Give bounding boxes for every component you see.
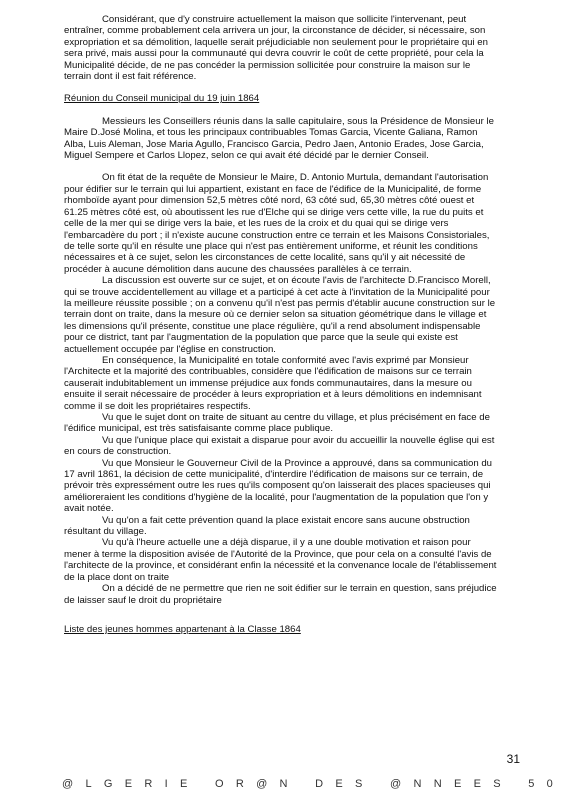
paragraph: En conséquence, la Municipalité en totale conformité avec l'avis exprimé par Monsieur l'Architecte et la majorité des contribuables, considère que l'édification de maisons sur ce terrain causerait indubitablement un immense préjudice aux fonds communautaires, dans la mesure ou ensuite il serait nécessaire de procéder à leurs expropriation et à leurs démolitions en indemnisant comme il se doit les propriétaires respectifs. bbox=[64, 354, 482, 412]
paragraph: Messieurs les Conseillers réunis dans la salle capitulaire, sous la Présidence de Monsieur le Maire D.José Molina, et tous les principaux contribuables Tomas Garcia, Vicente Galiana, Ramon Alba, Luis Aleman, Jose Maria Agullo, Francisco Garcia, Pedro Jaen, Antonio Erades, Jose Garcia, Miguel Sempere et Carlos Llopez, selon ce qui avait été décidé par le dernier Conseil. bbox=[64, 115, 494, 162]
paragraph: Vu qu'à l'heure actuelle une a déjà disparue, il y a une double motivation et raison pour mener à terme la disposition avisée de l'Autorité de la Province, que pour cela on a consulté l'avis de l'architecte de la province, et considérant enfin la nécessité et la convenance locale de l'établissement de la place dont on traite bbox=[64, 537, 497, 583]
paragraph: Vu qu'on a fait cette prévention quand la place existait encore sans aucune obstruction résultant du village. bbox=[64, 514, 470, 538]
page-number: 31 bbox=[506, 752, 520, 766]
paragraph: Vu que Monsieur le Gouverneur Civil de la Province a approuvé, dans sa communication du 17 avril 1861, la décision de cette municipalité, d'interdire l'édification de maisons sur ce terrain, de prévoir très expressément outre les rues qu'ils composent qu'on laisserait des places spacieuses qui amélioreraient les conditions d'hygiène de la localité, pour l'augmentation de la population que l'on y avait notée. bbox=[64, 457, 493, 515]
paragraph: Vu que le sujet dont on traite de situant au centre du village, et plus précisément en face de l'édifice municipal, est très satisfaisante comme place publique. bbox=[64, 412, 490, 435]
paragraph: Considérant, que d'y construire actuellement la maison que sollicite l'intervenant, peut entraîner, comme probablement cela arrivera un jour, la circonstance de décider, si nécessaire, son expropriation et sa démolition, laquelle serait préjudiciable non seulement pour le propriétaire qui en sera privé, mais aussi pour la communauté qui devra couvrir le coût de cette propriété, pour cela la Municipalité décide, de ne pas concéder la permission sollicitée pour construire la maison sur le terrain dont il est fait référence. bbox=[64, 14, 488, 83]
footer-watermark: @LGERIE OR@N DES @NNEES 50 bbox=[62, 778, 566, 790]
paragraph: On a décidé de ne permettre que rien ne soit édifier sur le terrain en question, sans préjudice de laisser sauf le droit du propriétaire bbox=[64, 583, 497, 606]
paragraph: Vu que l'unique place qui existait a disparue pour avoir du accueillir la nouvelle église qui est en cours de construction. bbox=[64, 434, 495, 458]
section-heading: Liste des jeunes hommes appartenant à la Classe 1864 bbox=[64, 623, 301, 635]
document-body bbox=[64, 14, 498, 635]
section-heading: Réunion du Conseil municipal du 19 juin 1864 bbox=[64, 93, 260, 105]
paragraph: La discussion est ouverte sur ce sujet, et on écoute l'avis de l'architecte D.Francisco Morell, qui se trouve accidentellement au village et a participé à cet acte à l'invitation de la Municipalité pour la meilleure réussite possible ; on a convenu qu'il n'est pas permis d'établir aucune construction sur le terrain dont on traite, dans la mesure où ce dernier selon sa situation géométrique dans le village et les dimensions qu'il présente, constitue une place régulière, qu'il a rend absolument indispensable pour ce district, tant par l'augmentation de la population que parce que la seule qui existe est actuellement occupée par l'église en construction. bbox=[64, 275, 496, 355]
paragraph: On fit état de la requête de Monsieur le Maire, D. Antonio Murtula, demandant l'autorisation pour édifier sur le terrain qui lui appartient, existant en face de l'édifice de la Municipalité, de forme rhomboïde ayant pour dimension 52,5 mètres côté nord, 63 côté sud, 65,30 mètres côté ouest et 61.25 mètres côté est, où aboutissent les rue d'Elche qui se dirige vers cette ville, la rue du puits et celle de la mer qui se dirige vers la baie, et les rues de la croix et du quai qui se dirige vers l'embarcadère du port ; il n'existe aucune construction entre ce terrain et les Maisons Consistoriales, de telle sorte qu'il en résulte une place qui n'est pas entièrement uniforme, et réunit les conditions nécessaires et à ce sujet, selon les circonstances de cette localité, sans qu'il y ait nécessité de procéder à aucune démolition dans aucune des chaussées parallèles à ce terrain. bbox=[64, 172, 490, 275]
